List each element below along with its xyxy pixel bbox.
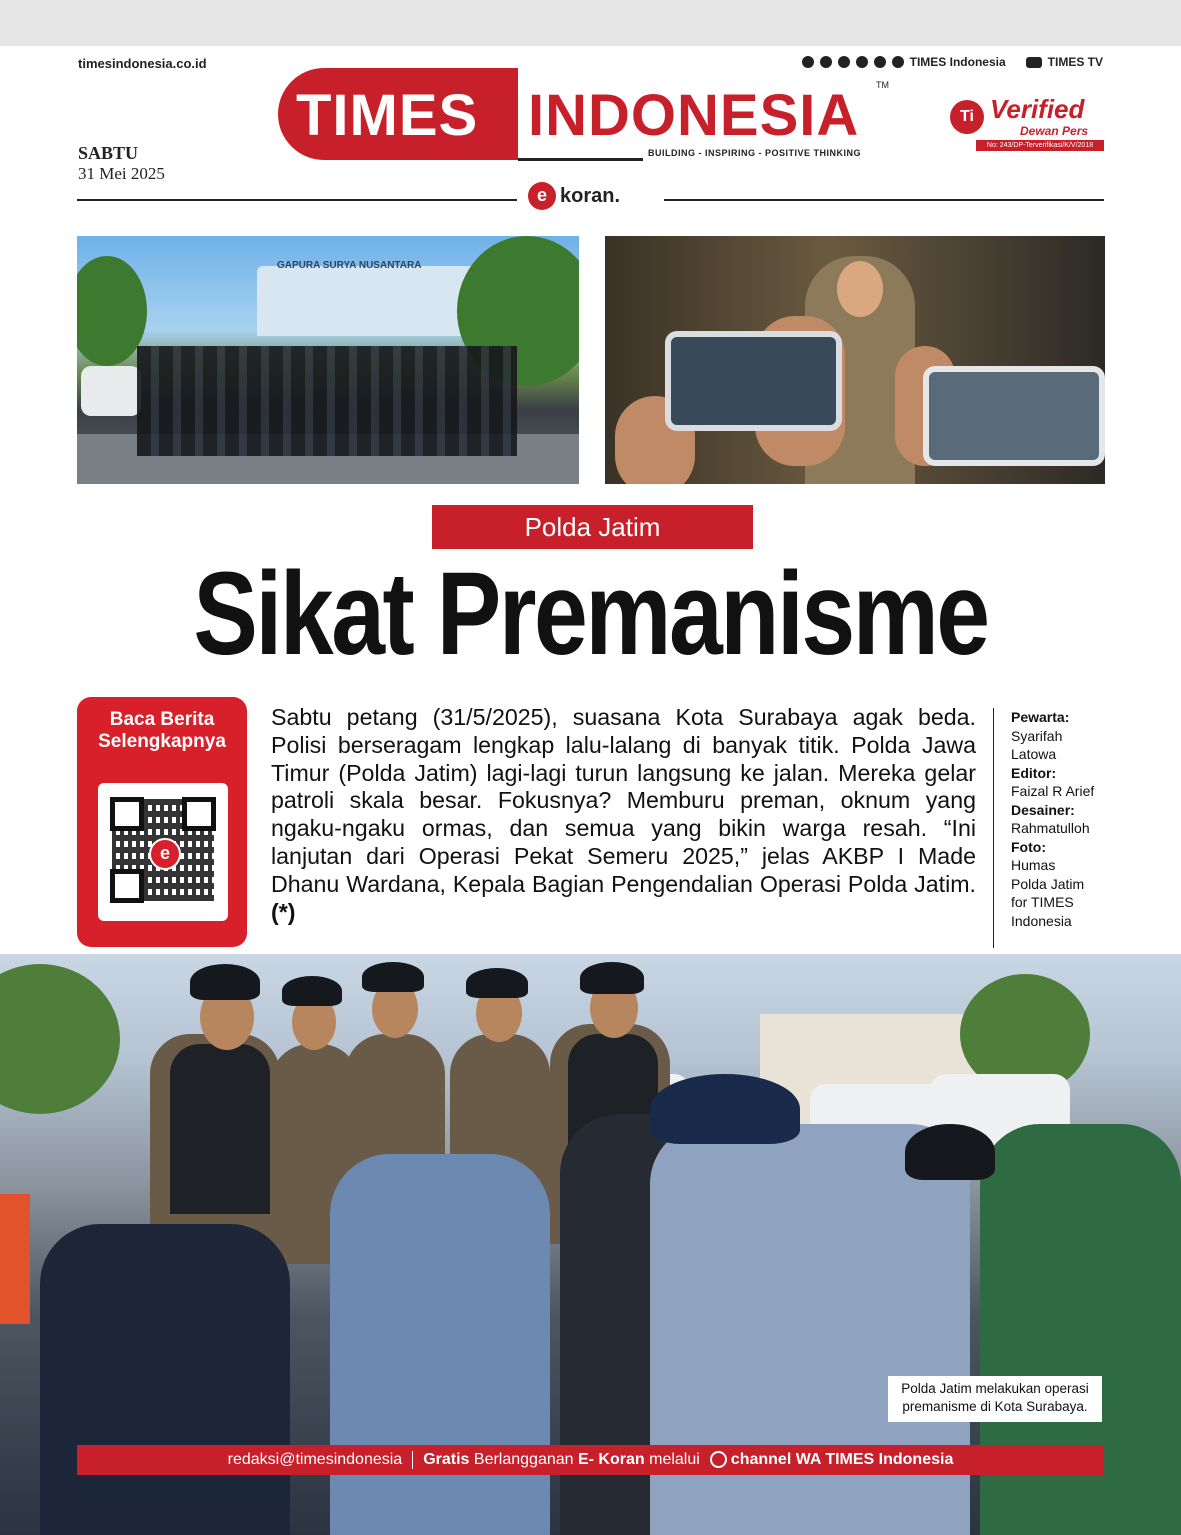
pinterest-icon[interactable] — [892, 56, 904, 68]
ekoran-e-icon: e — [528, 182, 556, 210]
footer-channel-text: channel WA TIMES Indonesia — [730, 1451, 954, 1468]
logo-tagline: BUILDING - INSPIRING - POSITIVE THINKING — [648, 148, 862, 158]
qr-code-frame[interactable] — [98, 783, 228, 921]
verified-badge — [950, 96, 1105, 154]
qr-finder — [110, 869, 144, 903]
verified-word: Verified — [990, 94, 1085, 124]
whatsapp-icon — [710, 1451, 727, 1468]
caption-line2: premanisme di Kota Surabaya. — [902, 1399, 1088, 1414]
photo-phone — [665, 331, 842, 431]
article-headline: Sikat Premanisme — [193, 548, 988, 680]
footer-ekoran: E- Koran — [577, 1451, 645, 1468]
footer-subscribe-text — [423, 1445, 700, 1475]
photo-beret — [362, 962, 424, 992]
photo-beret — [282, 976, 342, 1006]
photo-officer-interview — [605, 236, 1105, 484]
qr-e-icon: e — [149, 838, 181, 870]
footer-berlangganan: Berlangganan — [473, 1451, 574, 1468]
footer-melalui: melalui — [649, 1451, 700, 1468]
photo-cap — [905, 1124, 995, 1180]
youtube-icon[interactable] — [1026, 57, 1042, 68]
photo-seated-person — [330, 1154, 550, 1535]
issue-date: 31 Mei 2025 — [78, 164, 165, 183]
photo-caption — [888, 1376, 1102, 1422]
article-credits — [993, 708, 1105, 948]
photo-officer-head — [837, 261, 883, 317]
ti-logo-icon: Ti — [950, 100, 984, 134]
article-body-text: Sabtu petang (31/5/2025), suasana Kota Surabaya agak beda. Polisi berseragam lengkap lalu-lalang di banyak titik. Polda Jawa Timur (Polda Jatim) lagi-lagi turun langsung ke jalan. Mereka gelar patroli skala besar. Fokusnya? Memburu preman, oknum yang ngaku-ngaku ormas, dan semua yang bikin warga resah. “Ini lanjutan dari Operasi Pekat Semeru 2025,” jelas AKBP I Made Dhanu Wardana, Kepala Bagian Pengendalian Operasi Polda Jatim. — [271, 704, 976, 897]
qr-finder — [110, 797, 144, 831]
verified-number: No: 243/DP-Terverifikasi/K/V/2018 — [976, 140, 1104, 151]
caption-line1: Polda Jatim melakukan operasi — [901, 1381, 1089, 1396]
article-kicker: Polda Jatim — [432, 505, 753, 549]
credit-foto: Humas — [1011, 857, 1056, 873]
credit-foto-label: Foto: — [1011, 838, 1046, 855]
photo-police-assembly — [77, 236, 579, 484]
footer-separator — [412, 1451, 413, 1469]
header-rule-left — [77, 199, 517, 201]
photo-car — [81, 366, 141, 416]
photo-police-crowd — [137, 346, 517, 456]
photo-police-vest — [170, 1044, 270, 1214]
site-url[interactable]: timesindonesia.co.id — [78, 56, 207, 71]
footer-bar — [77, 1445, 1104, 1475]
footer-email[interactable]: redaksi@timesindonesia — [227, 1451, 403, 1468]
verified-sub: Dewan Pers — [1020, 124, 1089, 138]
article-end-mark: (*) — [271, 898, 296, 925]
credit-foto: Polda Jatim — [1011, 875, 1085, 892]
credit-editor-label: Editor: — [1011, 764, 1057, 781]
qr-promo-box[interactable] — [77, 697, 247, 947]
logo-trademark: TM — [876, 80, 889, 90]
qr-title-line1: Baca Berita — [109, 709, 215, 730]
credit-foto: for TIMES — [1011, 894, 1074, 910]
photo-beret — [466, 968, 528, 998]
article-body — [271, 704, 976, 926]
photo-seated-person — [40, 1224, 290, 1535]
qr-finder — [182, 797, 216, 831]
social-account-name: TIMES Indonesia — [909, 55, 1006, 69]
photo-sign-text: GAPURA SURYA NUSANTARA — [277, 260, 422, 271]
photo-phone — [923, 366, 1105, 466]
qr-title-line2: Selengkapnya — [98, 731, 226, 752]
top-band — [0, 0, 1181, 46]
logo-times-word: TIMES — [296, 83, 479, 148]
credit-pewarta: Latowa — [1011, 746, 1057, 762]
masthead-logo — [278, 60, 890, 170]
photo-traffic-cone — [0, 1194, 30, 1324]
header-rule-right — [664, 199, 1104, 201]
credit-foto: Indonesia — [1011, 912, 1072, 929]
photo-tree — [0, 964, 120, 1114]
credit-pewarta-label: Pewarta: — [1011, 709, 1070, 725]
photo-beret — [580, 962, 644, 994]
logo-underline — [518, 158, 643, 161]
tv-label: TIMES TV — [1047, 55, 1103, 69]
qr-title — [77, 709, 247, 753]
footer-channel[interactable] — [710, 1445, 954, 1475]
ekoran-word: koran. — [560, 184, 621, 207]
ekoran-logo — [528, 182, 620, 210]
credit-desainer: Rahmatulloh — [1011, 820, 1090, 836]
credit-editor: Faizal R Arief — [1011, 783, 1095, 799]
photo-cap — [650, 1074, 800, 1144]
footer-gratis: Gratis — [423, 1451, 470, 1468]
credit-desainer-label: Desainer: — [1011, 801, 1075, 818]
credit-pewarta: Syarifah — [1011, 727, 1063, 744]
issue-day: SABTU — [78, 143, 139, 163]
logo-indonesia-word: INDONESIA — [528, 83, 860, 148]
photo-beret — [190, 964, 260, 1000]
